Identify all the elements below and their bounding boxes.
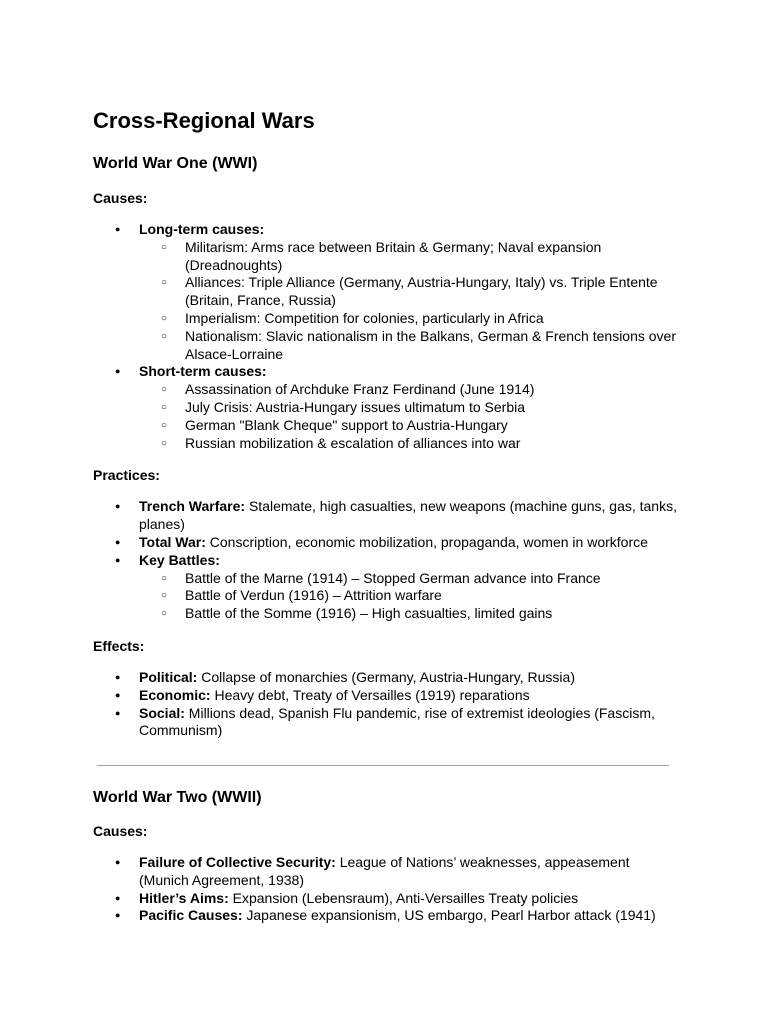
list-item: ○ Nationalism: Slavic nationalism in the Balkans, German & French tensions over Alsace-Lorraine bbox=[139, 328, 683, 364]
section-divider bbox=[97, 765, 669, 766]
term-text: Heavy debt, Treaty of Versailles (1919) reparations bbox=[210, 686, 530, 703]
short-term-list bbox=[139, 381, 683, 452]
key-battles-label: Key Battles: bbox=[139, 551, 220, 568]
list-item bbox=[93, 669, 683, 687]
list-item bbox=[93, 687, 683, 705]
list-item bbox=[93, 890, 683, 908]
list-item: ○ Assassination of Archduke Franz Ferdinand (June 1914) bbox=[139, 381, 683, 399]
ww1-effects-label: Effects: bbox=[93, 637, 145, 654]
list-item: ○ Battle of Verdun (1916) – Attrition warfare bbox=[139, 587, 683, 605]
term-label: Economic: bbox=[139, 686, 211, 703]
term-text: League of Nations’ weaknesses, appeasement (Munich Agreement, 1938) bbox=[139, 854, 630, 888]
ww1-causes-label: Causes: bbox=[93, 190, 148, 206]
term-text: Collapse of monarchies (Germany, Austria-Hungary, Russia) bbox=[197, 668, 575, 685]
term-text: Conscription, economic mobilization, propaganda, women in workforce bbox=[205, 533, 648, 550]
term-label: Hitler’s Aims: bbox=[139, 889, 229, 906]
list-item: ○ Battle of the Marne (1914) – Stopped German advance into France bbox=[139, 570, 683, 588]
term-text: Japanese expansionism, US embargo, Pearl Harbor attack (1941) bbox=[242, 907, 656, 924]
ww1-practices-list bbox=[93, 498, 683, 623]
document-title: Cross-Regional Wars bbox=[93, 108, 315, 133]
ww1-heading: World War One (WWI) bbox=[93, 155, 258, 172]
list-item: ○ Militarism: Arms race between Britain & Germany; Naval expansion (Dreadnoughts) bbox=[139, 239, 683, 275]
term-label: Total War: bbox=[139, 533, 206, 550]
list-item: ○ Imperialism: Competition for colonies, particularly in Africa bbox=[139, 310, 683, 328]
list-item: ○ German "Blank Cheque" support to Austria-Hungary bbox=[139, 417, 683, 435]
list-item bbox=[93, 534, 683, 552]
ww1-effects-list bbox=[93, 669, 683, 740]
list-item bbox=[93, 498, 683, 534]
term-text: Stalemate, high casualties, new weapons (machine guns, gas, tanks, planes) bbox=[139, 498, 677, 533]
term-text: Expansion (Lebensraum), Anti-Versailles Treaty policies bbox=[228, 889, 579, 906]
term-label: Social: bbox=[139, 704, 185, 721]
list-item: ○ Alliances: Triple Alliance (Germany, Austria-Hungary, Italy) vs. Triple Entente (Britain, France, Russia) bbox=[139, 274, 683, 310]
term-label: Trench Warfare: bbox=[139, 498, 246, 515]
term-label: Pacific Causes: bbox=[139, 907, 243, 924]
ww1-causes-list bbox=[93, 221, 683, 452]
list-item bbox=[93, 363, 683, 452]
short-term-label: Short-term causes: bbox=[139, 363, 267, 380]
long-term-list bbox=[139, 239, 683, 364]
list-item bbox=[93, 854, 683, 890]
term-label: Failure of Collective Security: bbox=[139, 854, 336, 870]
list-item: ○ Russian mobilization & escalation of alliances into war bbox=[139, 435, 683, 453]
ww1-practices-label: Practices: bbox=[93, 467, 160, 484]
list-item: ○ Battle of the Somme (1916) – High casualties, limited gains bbox=[139, 605, 683, 623]
term-label: Political: bbox=[139, 668, 198, 685]
list-item: ○ July Crisis: Austria-Hungary issues ultimatum to Serbia bbox=[139, 399, 683, 417]
ww2-causes-label: Causes: bbox=[93, 823, 148, 839]
list-item bbox=[93, 907, 683, 925]
ww2-heading: World War Two (WWII) bbox=[93, 789, 262, 806]
list-item bbox=[93, 221, 683, 363]
ww2-section bbox=[93, 786, 683, 925]
document-body bbox=[93, 104, 683, 740]
term-text: Millions dead, Spanish Flu pandemic, rise of extremist ideologies (Fascism, Communism) bbox=[139, 704, 655, 739]
list-item bbox=[93, 552, 683, 623]
key-battles-list bbox=[139, 570, 683, 623]
long-term-label: Long-term causes: bbox=[139, 221, 265, 237]
list-item bbox=[93, 705, 683, 741]
ww2-causes-list bbox=[93, 854, 683, 925]
